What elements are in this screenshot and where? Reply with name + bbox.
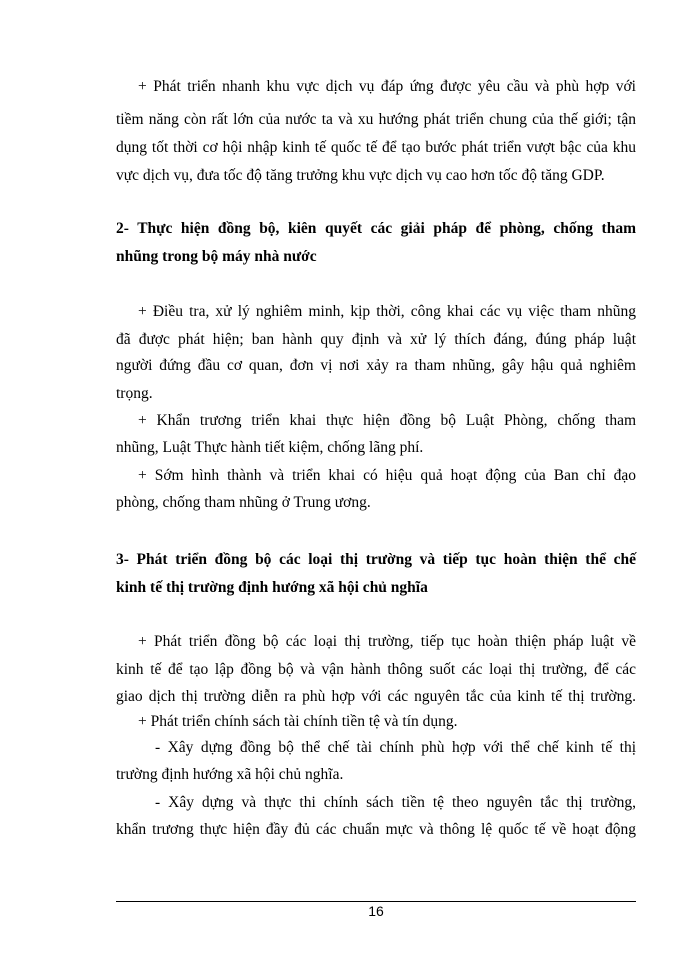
text-line: dụng tốt thời cơ hội nhập kinh tế quốc tế để tạo bước phát triển vượt bậc của khu [116,139,636,156]
text-line: khẩn trương thực hiện đầy đủ các chuẩn mực và thông lệ quốc tế về hoạt động [116,821,636,838]
text-line: trọng. [116,385,153,402]
text-line: phòng, chống tham nhũng ở Trung ương. [116,494,371,511]
text-line: người đứng đầu cơ quan, đơn vị nơi xảy ra tham nhũng, gây hậu quả nghiêm [116,357,636,374]
text-line: + Sớm hình thành và triển khai có hiệu quả hoạt động của Ban chỉ đạo [138,467,636,484]
text-line: + Khẩn trương triển khai thực hiện đồng bộ Luật Phòng, chống tham [138,412,636,429]
footer-divider [116,901,636,902]
text-line: giao dịch thị trường diễn ra phù hợp với các nguyên tắc của kinh tế thị trường. [116,688,636,705]
heading-line: nhũng trong bộ máy nhà nước [116,248,317,265]
text-line: + Phát triển đồng bộ các loại thị trường, tiếp tục hoàn thiện pháp luật về [138,633,636,650]
text-line: kinh tế để tạo lập đồng bộ và vận hành thông suốt các loại thị trường, để các [116,661,636,678]
text-line: - Xây dựng và thực thi chính sách tiền tệ theo nguyên tắc thị trường, [155,794,636,811]
heading-line: 3- Phát triển đồng bộ các loại thị trường và tiếp tục hoàn thiện thể chế [116,551,636,568]
text-line: + Phát triển nhanh khu vực dịch vụ đáp ứng được yêu cầu và phù hợp với [138,78,636,95]
text-line: + Phát triển chính sách tài chính tiền tệ và tín dụng. [138,713,458,730]
text-line: vực dịch vụ, đưa tốc độ tăng trưởng khu vực dịch vụ cao hơn tốc độ tăng GDP. [116,167,605,184]
text-line: tiềm năng còn rất lớn của nước ta và xu hướng phát triển chung của thế giới; tận [116,111,636,128]
heading-line: kinh tế thị trường định hướng xã hội chủ nghĩa [116,579,428,596]
text-line: - Xây dựng đồng bộ thể chế tài chính phù hợp với thể chế kinh tế thị [155,739,636,756]
text-line: đã được phát hiện; ban hành quy định và xử lý thích đáng, đúng pháp luật [116,331,636,348]
text-line: trường định hướng xã hội chủ nghĩa. [116,766,344,783]
heading-line: 2- Thực hiện đồng bộ, kiên quyết các giải pháp để phòng, chống tham [116,220,636,237]
page-number: 16 [368,903,384,919]
text-line: + Điều tra, xử lý nghiêm minh, kịp thời, công khai các vụ việc tham nhũng [138,303,636,320]
text-line: nhũng, Luật Thực hành tiết kiệm, chống lãng phí. [116,439,424,456]
